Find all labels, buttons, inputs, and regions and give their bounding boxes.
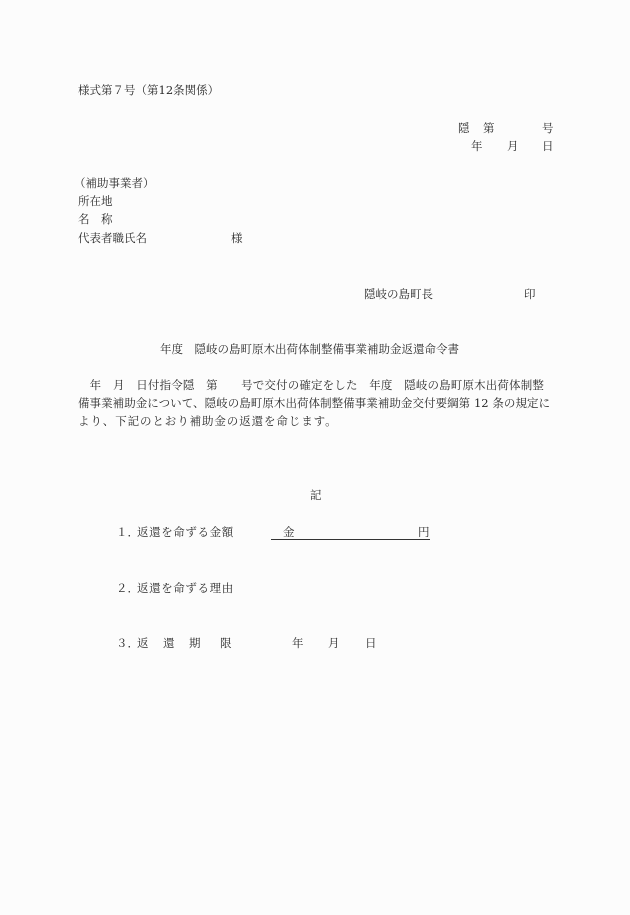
amount-field [271,527,430,540]
ki-heading: 記 [310,488,322,502]
date-month: 月 [507,139,519,153]
recipient-heading: （補助事業者） [74,176,155,190]
item-3-label-char-3: 期 [189,636,201,650]
honorific: 様 [231,231,243,245]
item-3-label-char-4: 限 [220,636,232,650]
item-1-number: １． [116,525,139,539]
body-line-2: 備事業補助金について、隠岐の島町原木出荷体制整備事業補助金交付要綱第 12 条の規定に [78,396,551,410]
item-2-number: ２． [116,581,139,595]
ref-dai: 第 [483,121,495,135]
date-year: 年 [471,139,483,153]
item-2-label: 返還を命ずる理由 [137,581,234,595]
representative-label: 代表者職氏名 [78,231,147,245]
issuer-title: 隠岐の島町長 [364,287,433,301]
deadline-day: 日 [365,636,377,650]
seal-mark: 印 [524,287,536,301]
item-3-label-char-1: 返 [137,636,149,650]
body-line-1: 年 月 日付指令隠 第 号で交付の確定をした 年度 隠岐の島町原木出荷体制整 [78,378,544,392]
deadline-year: 年 [292,636,304,650]
amount-prefix: 金 [283,525,295,539]
body-line-3: より、下記のとおり補助金の返還を命じます。 [78,414,338,428]
date-day: 日 [542,139,554,153]
document-title: 年度 隠岐の島町原木出荷体制整備事業補助金返還命令書 [160,342,459,356]
name-label: 名 称 [78,212,113,226]
form-number: 様式第７号（第12条関係） [78,83,220,97]
ref-go: 号 [542,121,554,135]
item-3-label-char-2: 還 [163,636,175,650]
amount-suffix: 円 [418,525,430,539]
deadline-month: 月 [328,636,340,650]
item-3-number: ３． [116,636,139,650]
item-1-label: 返還を命ずる金額 [137,525,234,539]
address-label: 所在地 [78,194,113,208]
ref-prefix: 隠 [458,121,470,135]
